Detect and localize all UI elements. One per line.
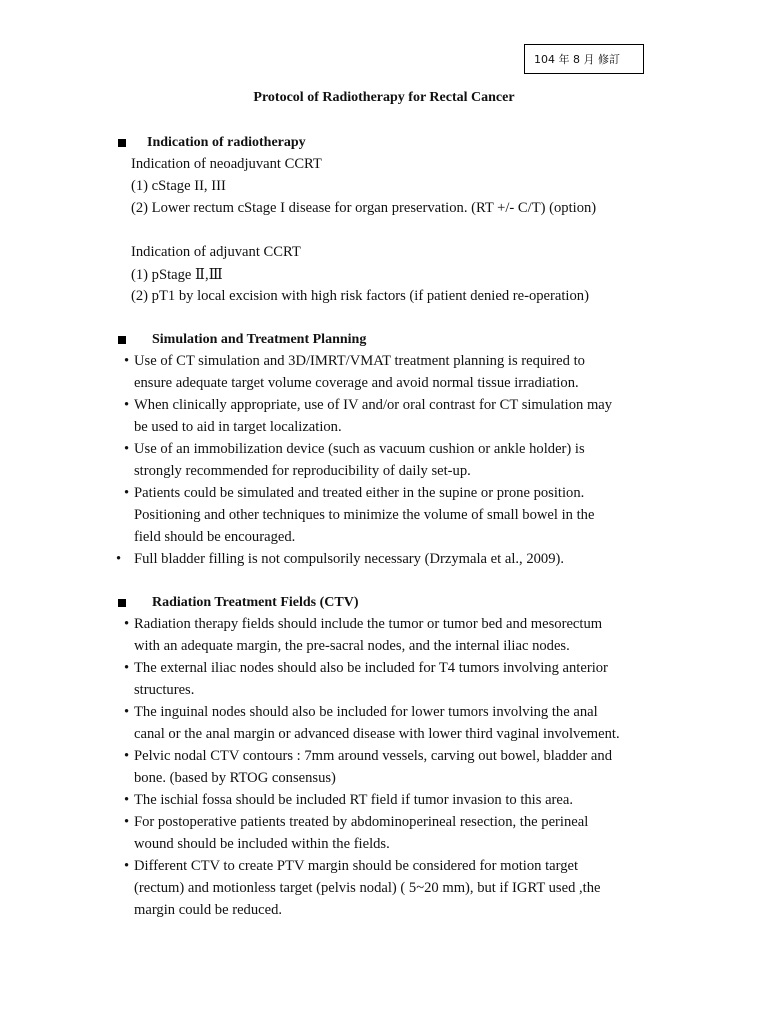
list-item-line: bone. (based by RTOG consensus) [134, 770, 336, 786]
bullet-dot-icon: • [124, 704, 130, 720]
list-item-line: wound should be included within the fields. [134, 836, 390, 852]
section-heading-indication: Indication of radiotherapy [147, 135, 306, 150]
list-item-line: margin could be reduced. [134, 902, 283, 918]
text-line: (1) cStage II, III [131, 178, 226, 194]
text-line: (2) pT1 by local excision with high risk factors (if patient denied re-operation) [131, 288, 589, 304]
bullet-dot-icon: • [124, 792, 130, 808]
square-bullet-icon [118, 336, 126, 344]
section-heading-fields: Radiation Treatment Fields (CTV) [152, 595, 359, 610]
bullet-dot-icon: • [124, 485, 130, 501]
list-item-line: (rectum) and motionless target (pelvis nodal) ( 5~20 mm), but if IGRT used ,the [134, 880, 601, 896]
revision-date: 104 年 8 月 修訂 [534, 53, 620, 66]
list-item-line: structures. [134, 682, 195, 698]
bullet-dot-icon: • [124, 814, 130, 830]
bullet-dot-icon: • [124, 441, 130, 457]
list-item-line: Radiation therapy fields should include the tumor or tumor bed and mesorectum [134, 616, 603, 632]
list-item-line: The inguinal nodes should also be included for lower tumors involving the anal [134, 704, 598, 720]
text-line: (1) pStage Ⅱ,Ⅲ [131, 267, 223, 283]
list-item-line: For postoperative patients treated by abdominoperineal resection, the perineal [134, 814, 589, 830]
bullet-dot-icon: • [124, 397, 130, 413]
square-bullet-icon [118, 599, 126, 607]
list-item-line: with an adequate margin, the pre-sacral nodes, and the internal iliac nodes. [134, 638, 570, 654]
bullet-dot-icon: • [116, 551, 122, 567]
list-item-line: When clinically appropriate, use of IV and/or oral contrast for CT simulation may [134, 397, 613, 413]
revision-date-box [524, 44, 644, 74]
list-item-line: Use of an immobilization device (such as vacuum cushion or ankle holder) is [134, 441, 585, 457]
list-item-line: Pelvic nodal CTV contours : 7mm around vessels, carving out bowel, bladder and [134, 748, 612, 764]
list-item-line: The external iliac nodes should also be included for T4 tumors involving anterior [134, 660, 608, 676]
list-item-line: Full bladder filling is not compulsorily necessary (Drzymala et al., 2009). [134, 551, 565, 567]
bullet-dot-icon: • [124, 616, 130, 632]
bullet-dot-icon: • [124, 858, 130, 874]
document-title: Protocol of Radiotherapy for Rectal Cancer [253, 90, 515, 105]
text-line: (2) Lower rectum cStage I disease for organ preservation. (RT +/- C/T) (option) [131, 200, 597, 216]
text-line: Indication of neoadjuvant CCRT [131, 156, 322, 172]
text-line: Indication of adjuvant CCRT [131, 244, 301, 260]
section-heading-simulation: Simulation and Treatment Planning [152, 332, 367, 347]
list-item-line: Use of CT simulation and 3D/IMRT/VMAT treatment planning is required to [134, 353, 585, 369]
square-bullet-icon [118, 139, 126, 147]
list-item-line: The ischial fossa should be included RT field if tumor invasion to this area. [134, 792, 574, 808]
list-item-line: Different CTV to create PTV margin should be considered for motion target [134, 858, 579, 874]
bullet-dot-icon: • [124, 748, 130, 764]
list-item-line: strongly recommended for reproducibility of daily set-up. [134, 463, 471, 479]
bullet-dot-icon: • [124, 353, 130, 369]
list-item-line: be used to aid in target localization. [134, 419, 342, 435]
list-item-line: ensure adequate target volume coverage and avoid normal tissue irradiation. [134, 375, 579, 391]
list-item-line: Patients could be simulated and treated either in the supine or prone position. [134, 485, 585, 501]
list-item-line: canal or the anal margin or advanced disease with lower third vaginal involvement. [134, 726, 620, 742]
bullet-dot-icon: • [124, 660, 130, 676]
list-item-line: Positioning and other techniques to minimize the volume of small bowel in the [134, 507, 595, 523]
list-item-line: field should be encouraged. [134, 529, 296, 545]
